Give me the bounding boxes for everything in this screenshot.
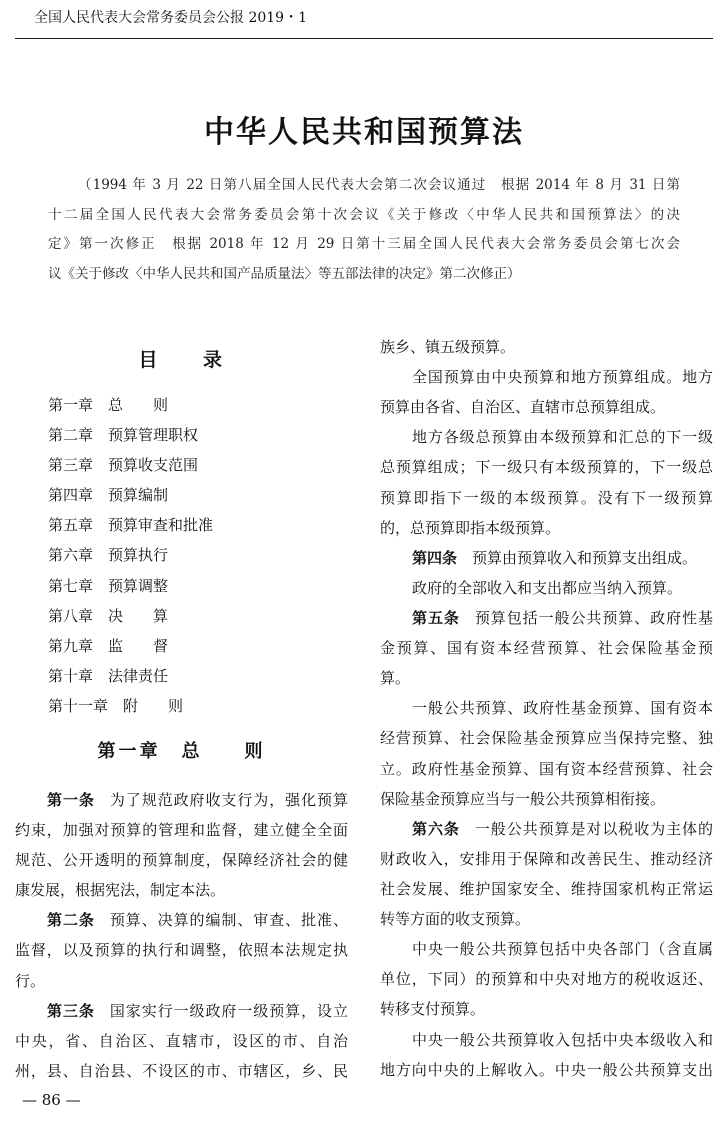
toc-chapter-number: 第七章 [48, 576, 94, 595]
toc-item [48, 390, 348, 420]
text-line [15, 785, 348, 815]
line-text: 州，县、自治县、不设区的市、市辖区，乡、民 [15, 1061, 348, 1080]
line-text: 的，总预算即指本级预算。 [380, 518, 561, 537]
left-column-body [15, 785, 348, 1086]
toc-item [48, 571, 348, 601]
toc-item [48, 480, 348, 510]
text-line [380, 483, 713, 513]
line-text: 全国预算由中央预算和地方预算组成。地方 [412, 368, 713, 387]
line-text: 地方向中央的上解收入。中央一般公共预算支出 [380, 1060, 713, 1079]
text-line [15, 1026, 348, 1056]
line-text: 预算包括一般公共预算、政府性基 [474, 608, 713, 627]
line-text: 国家实行一级政府一级预算，设立 [109, 1001, 348, 1020]
toc-chapter-number: 第八章 [48, 606, 94, 625]
text-line [380, 422, 713, 452]
line-text: 为了规范政府收支行为，强化预算 [109, 791, 348, 809]
text-line [380, 452, 713, 482]
preamble-line: 定》第一次修正 根据 2018 年 12 月 29 日第十三届全国人民代表大会常务委员会第七次会 [48, 236, 680, 253]
line-text: 单位，下同）的预算和中央对地方的税收返还、 [380, 970, 713, 989]
article-number: 第四条 [412, 548, 458, 567]
text-line [380, 994, 713, 1024]
line-text: 转移支付预算。 [380, 1000, 486, 1019]
text-line [380, 904, 713, 934]
line-text: 约束，加强对预算的管理和监督，建立健全全面 [15, 821, 348, 840]
toc-list [48, 390, 348, 721]
paragraph [380, 693, 713, 813]
toc-item [48, 450, 348, 480]
text-line [15, 1056, 348, 1086]
paragraph [380, 332, 713, 362]
publication-header: 全国人民代表大会常务委员会公报 2019・1 [34, 10, 307, 26]
text-line [380, 754, 713, 784]
toc-chapter-number: 第一章 [48, 396, 94, 414]
preamble-line: 十二届全国人民代表大会常务委员会第十次会议《关于修改〈中华人民共和国预算法〉的决 [48, 206, 680, 223]
line-text: 社会发展、维护国家安全、维持国家机构正常运 [380, 879, 713, 898]
toc-chapter-number: 第五章 [48, 516, 94, 535]
text-line [380, 784, 713, 814]
text-line [380, 874, 713, 904]
paragraph [380, 422, 713, 542]
text-line [15, 875, 348, 905]
preamble [48, 171, 680, 290]
toc-chapter-title: 预算管理职权 [108, 426, 199, 445]
line-text: 中央，省、自治区、直辖市，设区的市、自治 [15, 1031, 348, 1050]
line-text: 规范、公开透明的预算制度，保障经济社会的健 [15, 851, 348, 870]
line-text: 总预算组成；下一级只有本级预算的，下一级总 [380, 458, 713, 477]
toc-chapter-number: 第六章 [48, 546, 94, 565]
text-line [380, 693, 713, 723]
line-text: 中央一般公共预算包括中央各部门（含直属 [412, 940, 713, 959]
paragraph [380, 1025, 713, 1085]
line-text: 政府的全部收入和支出都应当纳入预算。 [412, 578, 683, 597]
article-number: 第三条 [47, 1001, 95, 1020]
toc-chapter-number: 第十章 [48, 666, 94, 685]
text-line [380, 332, 713, 362]
article-number: 第一条 [47, 791, 95, 809]
text-line [380, 573, 713, 603]
article-paragraph [15, 996, 348, 1086]
article-paragraph [380, 603, 713, 693]
text-line [15, 935, 348, 965]
text-line [380, 663, 713, 693]
toc-chapter-title: 预算执行 [108, 546, 169, 565]
paragraph [380, 934, 713, 1024]
paragraph [380, 362, 713, 422]
right-column-body [380, 332, 713, 1085]
text-line [380, 513, 713, 543]
toc-item [48, 661, 348, 691]
toc-chapter-number: 第二章 [48, 426, 94, 445]
toc-item [48, 631, 348, 661]
line-text: 一般公共预算是对以税收为主体的 [474, 819, 713, 838]
line-text: 族乡、镇五级预算。 [380, 338, 516, 356]
toc-chapter-number: 第四章 [48, 486, 94, 505]
line-text: 金预算、国有资本经营预算、社会保险基金预 [380, 639, 713, 658]
article-number: 第六条 [412, 819, 460, 838]
toc-chapter-title: 总 则 [108, 396, 169, 414]
page-number: — 86 — [22, 1091, 81, 1109]
document-title: 中华人民共和国预算法 [204, 115, 524, 150]
line-text: 立。政府性基金预算、国有资本经营预算、社会 [380, 759, 713, 778]
toc-item [48, 601, 348, 631]
text-line [15, 845, 348, 875]
line-text: 地方各级总预算由本级预算和汇总的下一级 [412, 428, 713, 447]
article-paragraph [15, 785, 348, 905]
toc-item [48, 540, 348, 570]
line-text: 算。 [380, 669, 411, 688]
line-text: 预算、决算的编制、审查、批准、 [109, 911, 348, 930]
text-line [380, 1055, 713, 1085]
text-line [15, 815, 348, 845]
toc-chapter-title: 预算收支范围 [108, 456, 199, 475]
text-line [380, 844, 713, 874]
article-paragraph [380, 543, 713, 573]
text-line [380, 633, 713, 663]
text-line [380, 603, 713, 633]
article-number: 第二条 [47, 911, 95, 930]
toc-chapter-title: 附 则 [123, 696, 184, 715]
article-paragraph [380, 814, 713, 934]
text-line [380, 964, 713, 994]
toc-chapter-number: 第三章 [48, 456, 94, 475]
line-text: 预算由预算收入和预算支出组成。 [472, 548, 698, 567]
preamble-line: 议《关于修改〈中华人民共和国产品质量法〉等五部法律的决定》第二次修正） [48, 266, 521, 283]
text-line [380, 1025, 713, 1055]
text-line [380, 814, 713, 844]
toc-chapter-title: 监 督 [108, 636, 169, 655]
toc-chapter-title: 预算审查和批准 [108, 516, 214, 535]
text-line [15, 966, 348, 996]
line-text: 经营预算、社会保险基金预算应当保持完整、独 [380, 729, 713, 748]
line-text: 预算由各省、自治区、直辖市总预算组成。 [380, 398, 666, 417]
article-paragraph [15, 905, 348, 995]
toc-heading: 目 录 [138, 349, 225, 371]
chapter-heading: 第一章 总 则 [97, 741, 266, 762]
line-text: 预算即指下一级的本级预算。没有下一级预算 [380, 488, 713, 507]
line-text: 监督，以及预算的执行和调整，依照本法规定执 [15, 941, 348, 960]
text-line [380, 543, 713, 573]
paragraph [380, 573, 713, 603]
line-text: 财政收入，安排用于保障和改善民生、推动经济 [380, 849, 713, 868]
text-line [380, 362, 713, 392]
text-line [380, 723, 713, 753]
text-line [15, 996, 348, 1026]
toc-chapter-title: 决 算 [108, 606, 169, 625]
toc-chapter-number: 第九章 [48, 636, 94, 655]
line-text: 康发展，根据宪法，制定本法。 [15, 881, 226, 900]
toc-item [48, 691, 348, 721]
toc-item [48, 420, 348, 450]
article-number: 第五条 [412, 608, 460, 627]
preamble-line: （1994 年 3 月 22 日第八届全国人民代表大会第二次会议通过 根据 2014 年 8 月 31 日第 [78, 177, 680, 193]
line-text: 转等方面的收支预算。 [380, 910, 531, 929]
text-line [380, 934, 713, 964]
header-rule [15, 38, 713, 39]
toc-item [48, 510, 348, 540]
line-text: 一般公共预算、政府性基金预算、国有资本 [412, 699, 713, 718]
line-text: 保险基金预算应当与一般公共预算相衔接。 [380, 789, 666, 808]
toc-chapter-title: 预算编制 [108, 486, 169, 505]
line-text: 行。 [15, 971, 46, 990]
toc-chapter-number: 第十一章 [48, 696, 109, 715]
text-line [15, 905, 348, 935]
line-text: 中央一般公共预算收入包括中央本级收入和 [412, 1030, 713, 1049]
toc-chapter-title: 预算调整 [108, 576, 169, 595]
toc-chapter-title: 法律责任 [108, 666, 169, 685]
text-line [380, 392, 713, 422]
